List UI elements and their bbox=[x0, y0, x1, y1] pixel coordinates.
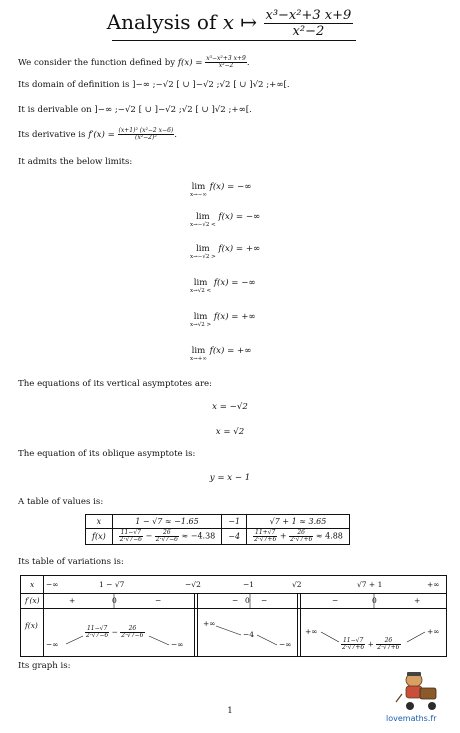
frac-num: 11−√7 bbox=[86, 625, 108, 632]
decreasing-arrow bbox=[321, 632, 339, 642]
title-numerator: x³−x²+3 x+9 bbox=[265, 8, 352, 23]
var-zero: 0 bbox=[112, 596, 117, 605]
intro-lhs: f(x) = bbox=[177, 58, 206, 68]
var-sign: + bbox=[414, 596, 421, 605]
vertical-asymptote bbox=[0, 402, 460, 412]
var-x-value: √7 + 1 bbox=[357, 580, 383, 589]
max-fraction bbox=[85, 626, 109, 639]
var-f-value: −∞ bbox=[46, 640, 59, 649]
max-fraction bbox=[120, 626, 144, 639]
var-zero: 0 bbox=[372, 596, 377, 605]
var-sign: − bbox=[155, 596, 162, 605]
var-f-value: −∞ bbox=[171, 640, 184, 649]
values-intro: A table of values is: bbox=[18, 497, 104, 507]
domain-line: Its domain of definition is ]−∞ ;−√2 [ ∪ ]−√2 ;√2 [ ∪ ]√2 ;+∞[. bbox=[18, 80, 290, 90]
table-cell bbox=[112, 515, 222, 529]
frac-num: 26 bbox=[155, 530, 179, 537]
oblique-eq: y = x − 1 bbox=[209, 473, 251, 483]
limit-operator: lim x→√2 < bbox=[190, 278, 212, 294]
limit-operator: lim x→−∞ bbox=[190, 182, 207, 198]
increasing-arrow bbox=[407, 632, 425, 642]
increasing-arrow bbox=[66, 636, 83, 644]
var-sign: − bbox=[232, 596, 239, 605]
intro-text: We consider the function defined by bbox=[18, 58, 178, 68]
cell-fraction bbox=[155, 530, 179, 543]
limit-value: f(x) = −∞ bbox=[213, 278, 256, 288]
cell-text: √7 + 1 ≈ 3.65 bbox=[269, 517, 327, 526]
limit-operator: lim x→−√2 < bbox=[190, 212, 216, 228]
vertical-eq: x = √2 bbox=[215, 427, 245, 437]
table-cell bbox=[222, 515, 247, 529]
decreasing-arrow bbox=[257, 635, 277, 645]
var-f-value: +∞ bbox=[203, 619, 216, 628]
cell-text: x bbox=[96, 517, 102, 526]
limit-value: f(x) = −∞ bbox=[209, 182, 252, 192]
frac-den: 2·√7−6 bbox=[155, 536, 178, 543]
variations-intro: Its table of variations is: bbox=[18, 557, 124, 567]
table-row bbox=[86, 529, 350, 545]
limit-item bbox=[190, 212, 280, 228]
vertical-intro: The equations of its vertical asymptotes are: bbox=[18, 379, 213, 389]
limit-sub: x→√2 > bbox=[190, 322, 212, 328]
intro-den: x²−2 bbox=[218, 62, 234, 69]
limit-value: f(x) = +∞ bbox=[213, 312, 256, 322]
frac-num: 26 bbox=[376, 638, 400, 645]
intro-line bbox=[18, 56, 250, 69]
limit-item bbox=[190, 346, 280, 362]
limit-item bbox=[190, 182, 280, 198]
intro-end: . bbox=[246, 58, 250, 68]
var-x-value: −∞ bbox=[46, 580, 59, 589]
frac-den: 2·√7+6 bbox=[342, 644, 365, 651]
derivative-line bbox=[18, 128, 177, 141]
var-x-value: √2 bbox=[292, 580, 302, 589]
title-rule bbox=[112, 40, 356, 41]
frac-den: 2·√7+6 bbox=[290, 536, 313, 543]
var-f-value: +∞ bbox=[427, 627, 440, 636]
frac-den: 2·√7+6 bbox=[377, 644, 400, 651]
derivative-lhs: f′(x) = bbox=[88, 130, 118, 140]
derivable-line: It is derivable on ]−∞ ;−√2 [ ∪ ]−√2 ;√2 [ ∪ ]√2 ;+∞[. bbox=[18, 105, 252, 115]
frac-num: 26 bbox=[289, 530, 313, 537]
derivative-text: Its derivative is bbox=[18, 130, 89, 140]
min-fraction bbox=[376, 638, 400, 651]
limit-sub: x→+∞ bbox=[190, 356, 207, 362]
derivative-den: (x²−2)² bbox=[135, 134, 157, 141]
values-table bbox=[85, 514, 350, 545]
var-zero: 0 bbox=[245, 596, 250, 605]
decreasing-arrow bbox=[149, 636, 169, 645]
var-f-value: +∞ bbox=[305, 627, 318, 636]
var-f-min bbox=[341, 638, 401, 651]
table-cell bbox=[112, 529, 222, 545]
limit-sub: x→−√2 > bbox=[190, 254, 216, 260]
title-denominator: x²−2 bbox=[292, 24, 325, 39]
frac-num: 11−√7 bbox=[120, 529, 141, 536]
var-f-value: −4 bbox=[243, 630, 255, 639]
table-cell bbox=[247, 529, 350, 545]
cell-op: − bbox=[142, 531, 155, 541]
cell-op: + bbox=[277, 531, 290, 541]
vertical-asymptote bbox=[0, 427, 460, 437]
cell-fraction bbox=[253, 530, 277, 543]
limit-sub: x→−∞ bbox=[190, 192, 207, 198]
cell-text: −4 bbox=[228, 532, 241, 541]
cell-approx: ≈ −4.38 bbox=[178, 531, 216, 541]
oblique-intro: The equation of its oblique asymptote is: bbox=[18, 449, 196, 459]
vertical-eq: x = −√2 bbox=[212, 402, 248, 412]
var-sign: + bbox=[69, 596, 76, 605]
cell-approx: ≈ 4.88 bbox=[313, 531, 343, 541]
limit-operator: lim x→−√2 > bbox=[190, 244, 216, 260]
min-fraction bbox=[341, 638, 365, 651]
limit-item bbox=[190, 244, 280, 260]
mascot-icon bbox=[392, 666, 448, 712]
derivative-end: . bbox=[174, 130, 177, 140]
frac-op: + bbox=[365, 639, 377, 649]
decreasing-arrow bbox=[216, 626, 241, 635]
frac-den: 2·√7−6 bbox=[86, 632, 109, 639]
frac-num: 11+√7 bbox=[255, 529, 276, 536]
intro-fraction bbox=[205, 56, 247, 69]
page-number: 1 bbox=[227, 706, 233, 716]
var-x-value: −√2 bbox=[185, 580, 201, 589]
limits-intro: It admits the below limits: bbox=[18, 157, 133, 167]
title-text: Analysis of bbox=[106, 10, 223, 34]
site-logo[interactable]: lovemaths.fr bbox=[386, 714, 437, 723]
limit-value: f(x) = +∞ bbox=[209, 346, 252, 356]
frac-op: − bbox=[109, 627, 121, 637]
limit-value: f(x) = −∞ bbox=[218, 212, 261, 222]
derivative-fraction bbox=[118, 128, 175, 141]
derivative-num: (x+1)² (x²−2 x−6) bbox=[118, 127, 174, 134]
label-text: f′(x) bbox=[25, 596, 40, 605]
label-text: f(x) bbox=[25, 621, 38, 630]
cell-text: f(x) bbox=[92, 532, 106, 541]
frac-den: 2·√7−6 bbox=[119, 536, 142, 543]
var-x-value: +∞ bbox=[427, 580, 440, 589]
title-fraction bbox=[264, 8, 354, 39]
var-x-value: −1 bbox=[243, 580, 255, 589]
limit-item bbox=[190, 312, 280, 328]
limit-operator: lim x→√2 > bbox=[190, 312, 212, 328]
table-cell bbox=[86, 529, 113, 545]
var-sign: − bbox=[261, 596, 268, 605]
frac-num: 11−√7 bbox=[342, 637, 364, 644]
cell-fraction bbox=[289, 530, 313, 543]
cell-text: 1 − √7 ≈ −1.65 bbox=[135, 517, 199, 526]
page-title bbox=[0, 8, 460, 39]
variations-table bbox=[20, 575, 447, 657]
frac-num: 26 bbox=[120, 626, 144, 633]
oblique-asymptote bbox=[0, 473, 460, 483]
var-f-value: −∞ bbox=[279, 640, 292, 649]
cell-fraction bbox=[119, 530, 143, 543]
frac-den: 2·√7−6 bbox=[121, 632, 144, 639]
limit-sub: x→−√2 < bbox=[190, 222, 216, 228]
label-text: x bbox=[30, 580, 35, 589]
var-x-value: 1 − √7 bbox=[99, 580, 125, 589]
table-cell bbox=[222, 529, 247, 545]
intro-num: x³−x²+3 x+9 bbox=[206, 55, 246, 62]
table-cell bbox=[86, 515, 113, 529]
var-sign: − bbox=[332, 596, 339, 605]
var-f-max bbox=[85, 626, 145, 639]
limit-operator: lim x→+∞ bbox=[190, 346, 207, 362]
table-cell bbox=[247, 515, 350, 529]
limit-sub: x→√2 < bbox=[190, 288, 212, 294]
table-row bbox=[86, 515, 350, 529]
limit-value: f(x) = +∞ bbox=[218, 244, 261, 254]
frac-den: 2·√7+6 bbox=[254, 536, 277, 543]
limit-item bbox=[190, 278, 280, 294]
cell-text: −1 bbox=[228, 517, 241, 526]
title-map: x ↦ bbox=[222, 10, 264, 34]
graph-intro: Its graph is: bbox=[18, 661, 71, 671]
